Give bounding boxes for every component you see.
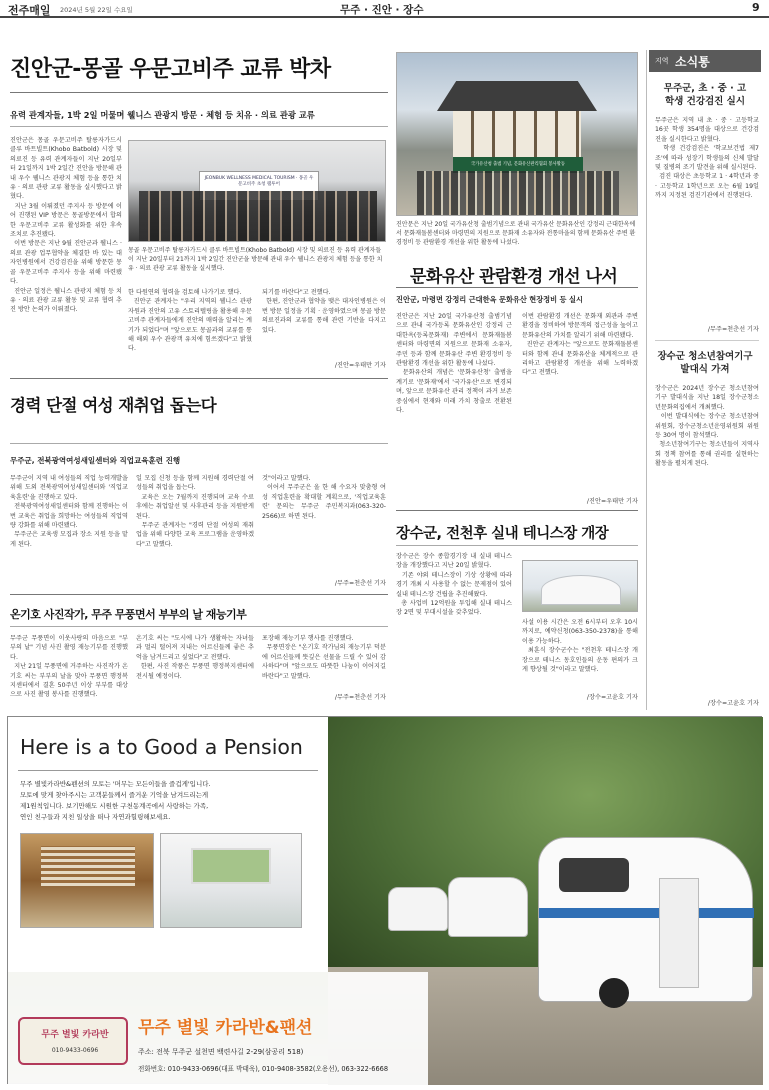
sidebar-item2-text: 장수군은 2024년 장수군 청소년참여기구 발대식을 지난 18일 장수군청소년문화의집에서 개최했다. 이번 발대식에는 장수군 청소년참여위원회, 장수군청소년운영위원회 위원 등 30여 명이 참석했다. 청소년참여기구는 청소년들이 지역사회 정책 참여를 통해 권리를 실현하는 활동을 펼치게 된다. (655, 385, 759, 468)
article1-photo (128, 140, 386, 242)
paper-name: 전주매일 (8, 4, 51, 17)
article5-col1: 장수군은 장수 종합경기장 내 실내 테니스장을 개장했다고 지난 20일 밝혔다. 기존 야외 테니스장이 기상 상황에 따라 경기 개최 시 사용할 수 없는 문제점이 있어 실내 테니스장 건립을 추진해왔다. 총 사업비 12억원을 투입해 실내 테니스장 2면 및 부대시설을 갖추었다. (396, 553, 513, 617)
article1-title: 진안군-몽골 우문고비주 교류 박차 (10, 57, 331, 82)
article2-subtitle: 진안군, 마령면 강정리 근대한옥 문화유산 현장정비 등 실시 (396, 295, 583, 304)
sidebar-tag-box (649, 50, 761, 72)
article3-col2: 일 모집 신청 등을 함께 지원해 경력단절 여성들의 취업을 돕는다. 교육은 오는 7월까지 진행되며 교육 수료 후에는 취업알선 및 사후관리 등을 지원받게 된다. 무주군 관계자는 "경력 단절 여성의 재취업을 위해 다양한 교육 프로그램을 운영하겠다"고 말했다. (136, 475, 254, 548)
article1-subtitle: 유력 관계자들, 1박 2일 머물며 웰니스 관광지 방문 · 체험 등 치유 · 의료 관광 교류 (10, 110, 315, 120)
people-silhouettes (139, 191, 377, 241)
caravan-medium (448, 877, 528, 937)
sidebar-item1-byline: /무주=천춘선 기자 (707, 326, 759, 333)
article4-byline: /무주=천춘선 기자 (334, 694, 386, 701)
article2-caption: 진안문은 지난 20일 국가유산청 출범기념으로 관내 국가유산 문화유산인 강정리 근대한옥에서 문화재돌봄센터와 마령면의 지원으로 문화재 소유자와 전통마을의 함께 문화유산 주변 환경정비 등 관람환경 개선을 위한 활동에 나섰다. (396, 221, 636, 246)
article2-photo (396, 52, 638, 216)
caravan-wheel (599, 978, 629, 1008)
article3-col1: 무주군이 지역 내 여성들의 직업 능력개발을 위해 도외 전북광역여성새일센터와 '직업교육훈련'을 진행하고 있다. 전북광역여성새일센터와 함께 진행하는 이번 교육은 취업을 희망하는 여성들의 직업역량 강화를 위해 마련됐다. 무주군은 교육생 모집과 장소 지원 등을 맡게 된다. (10, 475, 129, 548)
divider (10, 92, 388, 93)
caravan-window (559, 858, 629, 892)
article2-byline: /진안=우태만 기자 (586, 498, 638, 505)
divider (10, 443, 388, 444)
article2-title: 문화유산 관람환경 개선 나서 (410, 267, 618, 287)
article5-title: 장수군, 전천후 실내 테니스장 개장 (396, 526, 609, 542)
section-title: 무주 · 진안 · 장수 (340, 4, 424, 16)
article1-byline: /진안=우태만 기자 (334, 362, 386, 369)
ad-description-line1: 무주 별빛카라반&펜션의 모토는 '머무는 모든이들을 즐겁게'입니다. (20, 780, 211, 788)
volunteers-group (417, 171, 619, 215)
article1-col1: 진안군은 몽골 우문고비주 탈릉자가드시 클루 바트빌트(Khobo Batbold) 시장 및 의료진 등 유력 관계자들이 지난 20일부터 21일까지 1박 2일간 진안을 방문해 관내 우수 웰니스 관광지 체험 등을 통한 치유 · 의료 관광 교류 활동을 실시했다고 밝혔다. 지난 3월 이뤄졌던 주지사 등 방문에 이어 진행된 VIP 방문은 몽골방문에서 합의한 우문고비주 교류 활성화를 위한 후속 조치로 추진됐다. 이번 방문은 지난 9월 진안군과 웰니스 · 의료 관광 업무협약을 체결한 바 있는 대자인병원에서 건강검진을 위해 방문한 몽골 우문고비주 주지사 등을 위해 마련됐다. 진안군 일정은 웰니스 관광지 체험 등 치유 · 의료 관광 교류 활동 및 교류 협력 추진 방안 논의가 이뤄졌다. (10, 137, 122, 314)
caravan-door (659, 878, 699, 988)
tennis-dome (541, 575, 621, 605)
article1-col2: 한 다원연의 협력을 검토해 나가기로 했다. 진안군 관계자는 "우리 지역의 웰니스 관광자원과 진안의 고유 스토리텔링을 활용해 우문고비주 관계자들에게 진안의 매력을 알리는 계기가 되었다"며 "앞으로도 몽골과의 교류를 통해 해외 우수 관광객 유치에 힘쓰겠다"고 밝혔다. (128, 289, 253, 353)
divider (10, 594, 388, 595)
article3-title: 경력 단절 여성 재취업 돕는다 (10, 396, 217, 415)
caravan-large (538, 837, 753, 1002)
ad-logo (18, 1017, 128, 1065)
article1-caption: 몽골 우문고비주 탈릉자가드시 클루 바트빌트(Khobo Batbold) 시장 및 의료진 등 유력 관계자들이 지난 20일부터 21까지 1박 2일간 진안군을 방문해 관내 우수 웰니스 관광지 체험 등을 통한 치유 · 의료 관광 교류 활동을 실시했다. (128, 247, 383, 272)
sidebar-tag-title: 소식통 (675, 55, 710, 69)
masthead (0, 0, 769, 18)
article4-title: 온기호 사진작가, 무주 무풍면서 부부의 날 재능기부 (10, 608, 247, 621)
sidebar-item2-byline: /장수=고윤호 기자 (707, 700, 759, 707)
sidebar-item1-title: 무주군, 초 · 중 · 고 학생 건강검진 실시 (663, 83, 747, 107)
ad-description-line4: 연인 친구들과 지친 일상을 떠나 자연과힐링해보세요. (20, 813, 171, 821)
ad-description-line3: 제1원칙입니다. 보기만해도 시원한 구천동계곡에서 사랑하는 가족, (20, 802, 209, 810)
article1-col3: 되기를 바란다"고 전했다. 한편, 진안군과 협약을 맺은 대자인병원은 이번 방문 일정을 기획 · 운영하였으며 몽골 방문 의료진과의 교류를 통해 관련 기반을 다지고 있다. (262, 289, 387, 334)
page-number: 9 (752, 1, 760, 14)
divider (396, 545, 638, 546)
divider (18, 770, 318, 771)
article2-col2: 이번 관람환경 개선은 문화재 외관과 주변 환경을 정비하여 방문객의 접근성을 높이고 문화유산의 가치를 알리기 위해 마련됐다. 진안군 관계자는 "앞으로도 문화재돌봄센터와 함께 관내 문화유산을 체계적으로 관리하고 관람환경 개선을 위해 노력하겠다"고 전했다. (522, 313, 639, 377)
caravan-small (388, 887, 448, 931)
article4-col3: 포장해 재능기부 행사를 진행했다. 무풍면장은 "온기호 작가님의 재능기부 덕분에 어르신들께 뜻깊은 선물을 드릴 수 있어 감사하다"며 "앞으로도 따뜻한 나눔이 이어지길 바란다"고 말했다. (262, 635, 386, 680)
caravan-stripe (539, 908, 754, 918)
divider (10, 378, 388, 379)
ad-address: 주소: 전북 무주군 설천면 백련사길 2-29(삼공리 518) (138, 1048, 304, 1056)
article3-subtitle: 무주군, 전북광역여성새일센터와 직업교육훈련 진행 (10, 456, 181, 465)
sidebar (646, 50, 761, 710)
article3-col3: 것"이라고 말했다. 이어서 무주군은 올 한 해 수요자 맞춤형 여성 직업훈련을 확대할 계획으로, '직업교육훈련' 문의는 무주군 주민복지과(063-320-2566)로 하면 된다. (262, 475, 386, 520)
pension-ad (7, 716, 762, 1084)
article5-photo (522, 560, 638, 612)
ad-brand-name: 무주 별빛 카라반&팬션 (138, 1018, 313, 1038)
interior-photo-1 (20, 833, 154, 928)
logo-phone: 010-9433-0696 (51, 1047, 99, 1054)
logo-text: 무주 별빛 카라반 (41, 1030, 109, 1040)
hanok-roof (437, 81, 597, 111)
divider (10, 126, 388, 127)
hanok-wall (453, 111, 581, 161)
event-banner: 국가유산청 출범 기념, 문화유산관리협회 봉사활동 (453, 157, 583, 173)
divider (655, 340, 759, 341)
article4-col2: 온기호 씨는 "도시에 나가 생활하는 자녀들과 멀리 떨어져 지내는 어르신들께 좋은 추억을 남겨드리고 싶었다"고 전했다. 한편, 사진 작품은 무풍면 행정복지센터에 전시될 예정이다. (136, 635, 254, 680)
sidebar-item2-title: 장수군 청소년참여기구 발대식 가져 (657, 351, 753, 375)
article2-col1: 진안군은 지난 20일 국가유산청 출범기념으로 관내 국가등록 문화유산인 강정리 근대한옥(등록문화재) 주변에서 문화재돌봄센터와 마령면의 지원으로 문화재 소유자, 주민 등과 함께 문화유산 주변 환경정비 등 관람환경 개선을 위한 활동에 나섰다. 문화유산의 개념은 '문화유산청' 출범을 계기로 '문화재'에서 '국가유산'으로 변경되며, 앞으로 문화유산 관리 정책이 과거 보존 중심에서 현재와 미래 가치 창출로 전환된다. (396, 313, 513, 415)
article5-byline: /장수=고윤호 기자 (586, 694, 638, 701)
divider (396, 510, 638, 511)
ad-phone: 전화번호: 010-9433-0696(대표 박태욱), 010-9408-3582(오용선), 063-322-6668 (138, 1065, 389, 1073)
issue-date: 2024년 5월 22일 수요일 (60, 6, 133, 14)
article3-byline: /무주=천춘선 기자 (334, 580, 386, 587)
ad-slogan: Here is a to Good a Pension (20, 735, 303, 759)
interior-photo-2 (160, 833, 302, 928)
article4-col1: 무주군 무풍면이 이웃사랑의 마음으로 "부부의 날" 기념 사진 촬영 재능기부를 진행했다. 지난 21일 무풍면에 거주하는 사진작가 온기호 씨는 부부의 날을 맞아 무풍면 행정복지센터에서 결혼 50주년 이상 부부를 대상으로 사진 촬영 봉사를 진행했다. (10, 635, 128, 699)
photo-banner: JEONBUK WELLNESS MEDICAL TOURISM · 몽골 우문고비주 초청 팸투어 (199, 171, 319, 201)
divider (10, 626, 388, 627)
article5-col2: 사설 이용 시간은 오전 6시부터 오후 10시까지로, 예약신청(063-350-2378)을 통해 이용 가능하다. 최훈식 장수군수는 "전천후 테니스장 개장으로 테니스 동호인들의 운동 편의가 크게 향상될 것"이라고 말했다. (522, 619, 638, 674)
sidebar-tag: 지역 (655, 57, 669, 65)
divider (396, 287, 638, 288)
slatted-window (41, 846, 135, 886)
interior-window (191, 848, 271, 884)
ad-description-line2: 모토에 맞게 찾아주시는 고객분들께서 즐거운 기억을 남겨드리는게 (20, 791, 209, 799)
sidebar-item1-text: 무주군은 지역 내 초 · 중 · 고등학교 16곳 학생 354명을 대상으로 건강검진을 실시한다고 밝혔다. 학생 건강검진은 '학교보건법 제7조'에 따라 성장기 학생들의 신체 발달 및 질병의 조기 발견을 위해 실시된다. 검진 대상은 초등학교 1 · 4학년과 중 · 고등학교 1학년으로 오는 6월 19일까지 지정된 검진기관에서 진행된다. (655, 117, 760, 200)
